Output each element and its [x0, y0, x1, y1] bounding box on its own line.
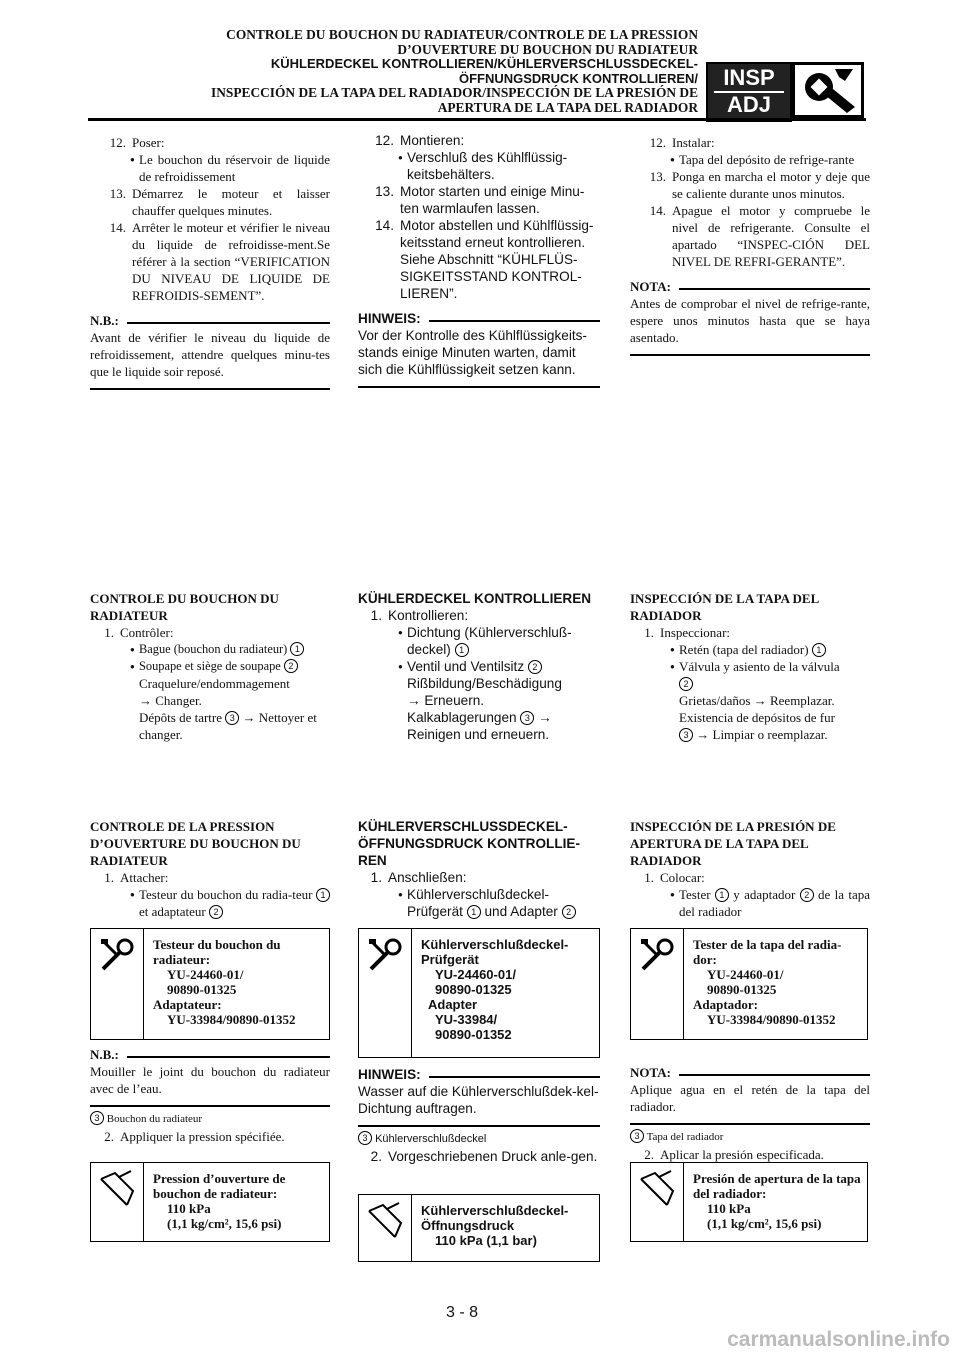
marker-1: 1 [467, 905, 481, 919]
marker-3: 3 [358, 1131, 372, 1145]
fr-sec1-title: CONTROLE DU BOUCHON DU RADIATEUR [90, 591, 279, 623]
marker-3: 3 [679, 728, 693, 742]
wrench-icon [792, 62, 864, 118]
es-step-12: Instalar: [672, 135, 715, 150]
marker-2: 2 [209, 905, 223, 919]
tool-icon [631, 929, 684, 1039]
es-spec-box: Presión de apertura de la tapa del radiador: 110 kPa (1,1 kg/cm², 15,6 psi) [630, 1162, 868, 1242]
marker-1: 1 [316, 888, 330, 902]
marker-3: 3 [520, 711, 534, 725]
de-sec1-title: KÜHLERDECKEL KONTROLLIEREN [358, 591, 592, 606]
es-step-12-item: ● Tapa del depósito de refrige-rante [630, 151, 870, 168]
de-sec2-title: KÜHLERVERSCHLUSSDECKEL-ÖFFNUNGSDRUCK KONTROLLIE-REN [358, 819, 581, 868]
marker-1: 1 [812, 643, 826, 657]
fr-step-14: Arrêter le moteur et vérifier le niveau du liquide de refroidisse-ment.Se référer à la section “VERIFICATION DU NIVEAU DE LIQUIDE DE REFROIDIS-SEMENT”. [132, 220, 330, 303]
es-step-14: Apague el motor y compruebe le nivel de refrigerante. Consulte el apartado “INSPEC-CIÓN DEL NIVEL DE REFRI-GERANTE”. [672, 203, 870, 269]
fr-step-12: Poser: [132, 135, 165, 150]
tool-icon [359, 929, 412, 1057]
header-line: ÖFFNUNGSDRUCK KONTROLLIEREN/ [458, 70, 698, 86]
fr-sec2-title: CONTROLE DE LA PRESSION D’OUVERTURE DU BOUCHON DU RADIATEUR [90, 819, 301, 868]
header-title [211, 28, 698, 115]
badge-bottom: ADJ [726, 92, 771, 117]
page-number: 3 - 8 [446, 1304, 479, 1321]
fr-tool-box: Testeur du bouchon du radiateur: YU-24460-01/ 90890-01325 Adaptateur: YU-33984/90890-01352 [90, 928, 330, 1040]
es-sec1-title: INSPECCIÓN DE LA TAPA DEL RADIADOR [630, 591, 819, 623]
de-section-cap: KÜHLERDECKEL KONTROLLIEREN 1. Kontrollieren: ● Dichtung (Kühlerverschluß-deckel) 1 ● Ventil und Ventilsitz 2 Rißbildung/Beschädigung → Erneuern. Kalkablagerungen 3 → Reinigen und erneuern. [358, 590, 600, 743]
fr-section-cap: CONTROLE DU BOUCHON DU RADIATEUR 1. Contrôler: ● Bague (bouchon du radiateur) 1 ● Soupape et siège de soupape 2 Craquelure/endommagement → Changer. Dépôts de tartre 3 → Nettoyer et changer. [90, 590, 330, 743]
marker-3: 3 [630, 1129, 644, 1143]
header-line: INSPECCIÓN DE LA TAPA DEL RADIADOR/INSPECCIÓN DE LA PRESIÓN DE [211, 85, 698, 100]
marker-3: 3 [90, 1111, 104, 1125]
es-section-cap: INSPECCIÓN DE LA TAPA DEL RADIADOR 1. Inspeccionar: ● Retén (tapa del radiador) 1 ● Válvula y asiento de la válvula 2 Grietas/daños → Reemplazar. Existencia de depósitos de fur 3 → Limpiar o reemplazar. [630, 590, 870, 743]
badge-top: INSP [723, 65, 775, 90]
marker-1: 1 [290, 642, 304, 656]
marker-2: 2 [800, 888, 814, 902]
fr-step-12-item: ● Le bouchon du réservoir de liquide de refroidissement [90, 151, 330, 185]
de-note-2: HINWEIS: Wasser auf die Kühlerverschlußdek-kel-Dichtung auftragen. 3 Kühlerverschlußdeckel 2. Vorgeschriebenen Druck anle-gen. [358, 1067, 599, 1164]
de-tool-box: Kühlerverschlußdeckel-Prüfgerät YU-24460-01/ 90890-01325 Adapter YU-33984/ 90890-01352 [358, 928, 600, 1058]
de-step-12-item: ● Verschluß des Kühlflüssig-keitsbehälters. [358, 149, 600, 183]
es-steps-12-14: 12. Instalar: ● Tapa del depósito de refrige-rante 13. Ponga en marcha el motor y deje que se caliente durante unos minutos. 14. Apague el motor y compruebe le nivel de refrigerante. Consulte el apartado “INSPEC-CIÓN DEL NIVEL DE REFRI-GERANTE”. NOTA: Antes de comprobar el nivel de refrige-rante, espere unos minutos hasta que se haya asentado. [630, 134, 870, 356]
header-rule [88, 118, 866, 121]
insp-adj-badge [706, 62, 792, 122]
spec-icon [359, 1195, 412, 1261]
header-line: D’OUVERTURE DU BOUCHON DU RADIATEUR [397, 41, 698, 57]
marker-3: 3 [225, 711, 239, 725]
fr-step-13: Démarrez le moteur et laisser chauffer quelques minutes. [132, 186, 330, 218]
es-note-2: NOTA: Aplique agua en el retén de la tapa del radiador. 3 Tapa del radiador 2. Aplicar la presión especificada. [630, 1065, 870, 1162]
header-line: APERTURA DE LA TAPA DEL RADIADOR [437, 99, 698, 115]
header-line: CONTROLE DU BOUCHON DU RADIATEUR/CONTROLE DE LA PRESSION [226, 27, 698, 42]
de-step-13: Motor starten und einige Minu-ten warmlaufen lassen. [400, 184, 585, 216]
fr-note-1: Avant de vérifier le niveau du liquide de refroidissement, attendre quelques minu-tes que le liquide soir reposé. [90, 330, 330, 379]
fr-note-head: N.B.: [90, 312, 330, 329]
de-step-12: Montieren: [400, 133, 465, 148]
marker-1: 1 [715, 888, 729, 902]
de-step-14: Motor abstellen und Kühlflüssig-keitsstand erneut kontrollieren. Siehe Abschnitt “KÜHLFLÜS-SIGKEITSSTAND KONTROL-LIEREN”. [400, 218, 594, 301]
spec-icon [91, 1163, 144, 1241]
es-step-13: Ponga en marcha el motor y deje que se caliente durante unos minutos. [672, 169, 870, 201]
spec-icon [631, 1163, 684, 1241]
de-steps-12-14: 12. Montieren: ● Verschluß des Kühlflüssig-keitsbehälters. 13. Motor starten und einige Minu-ten warmlaufen lassen. 14. Motor abstellen und Kühlflüssig-keitsstand erneut kontrollieren. Siehe Abschnitt “KÜHLFLÜS-SIGKEITSSTAND KONTROL-LIEREN”. HINWEIS: Vor der Kontrolle des Kühlflüssigkeits-stands einige Minuten warten, damit sich die Kühlflüssigkeit setzen kann. [358, 132, 600, 388]
marker-2: 2 [679, 677, 693, 691]
fr-steps-12-14: 12. Poser: ● Le bouchon du réservoir de liquide de refroidissement 13. Démarrez le moteur et laisser chauffer quelques minutes. 14. Arrêter le moteur et vérifier le niveau du liquide de refroidisse-ment.Se référer à la section “VERIFICATION DU NIVEAU DE LIQUIDE DE REFROIDIS-SEMENT”. N.B.: Avant de vérifier le niveau du liquide de refroidissement, attendre quelques minu-tes que le liquide soir reposé. [90, 134, 330, 390]
tool-icon [91, 929, 144, 1039]
fr-spec-box: Pression d’ouverture de bouchon de radiateur: 110 kPa (1,1 kg/cm², 15,6 psi) [90, 1162, 330, 1242]
de-section-pressure: KÜHLERVERSCHLUSSDECKEL-ÖFFNUNGSDRUCK KONTROLLIE-REN 1. Anschließen: ● Kühlerverschlußdeckel-Prüfgerät 1 und Adapter 2 [358, 818, 600, 920]
watermark: carmanualsonline.info [727, 1328, 950, 1351]
header-line: KÜHLERDECKEL KONTROLLIEREN/KÜHLERVERSCHLUSSDECKEL- [270, 56, 698, 71]
es-note-1: Antes de comprobar el nivel de refrige-rante, espere unos minutos hasta que se haya asentado. [630, 296, 870, 345]
es-sec2-title: INSPECCIÓN DE LA PRESIÓN DE APERTURA DE LA TAPA DEL RADIADOR [630, 819, 836, 868]
marker-2: 2 [284, 659, 298, 673]
marker-1: 1 [455, 643, 469, 657]
es-tool-box: Tester de la tapa del radia-dor: YU-24460-01/ 90890-01325 Adaptador: YU-33984/90890-01352 [630, 928, 868, 1040]
de-note-1: Vor der Kontrolle des Kühlflüssigkeits-stands einige Minuten warten, damit sich die Kühlflüssigkeit setzen kann. [358, 328, 587, 377]
marker-2: 2 [528, 660, 542, 674]
fr-note-end [90, 388, 330, 390]
fr-note-2: N.B.: Mouiller le joint du bouchon du radiateur avec de l’eau. 3 Bouchon du radiateur 2. Appliquer la pression spécifiée. [90, 1047, 330, 1144]
de-spec-box: Kühlerverschlußdeckel-Öffnungsdruck 110 kPa (1,1 bar) [358, 1194, 600, 1262]
marker-2: 2 [562, 905, 576, 919]
fr-section-pressure: CONTROLE DE LA PRESSION D’OUVERTURE DU BOUCHON DU RADIATEUR 1. Attacher: ● Testeur du bouchon du radia-teur 1 et adaptateur 2 [90, 818, 330, 920]
es-section-pressure: INSPECCIÓN DE LA PRESIÓN DE APERTURA DE LA TAPA DEL RADIADOR 1. Colocar: ● Tester 1 y adaptador 2 de la tapa del radiador [630, 818, 870, 920]
